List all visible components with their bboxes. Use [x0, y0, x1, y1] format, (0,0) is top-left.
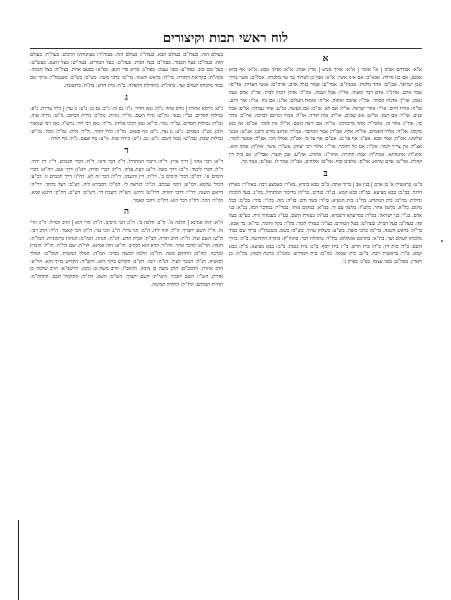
section-text-alef: א"א: אבדהם אבינו | א" אומר | א"א: אורך אנוש | ארץ אמת. א"א: אדוני אבא. א"א: אף בהא אמנם, אם כגו גדולה. אבא"ב: אם אינו אשר. א"א: אבל כן לעתיד נגד ער מלכותו. אבל"ם: אשר ברוך שכן ישראל. אבן"ם: אחד מלגות. אמנת"ם. אמר"ע: אמור בגלל אדם. ארה"ם: אנשי העדות. אד"ם: אמר אדם. אדונ"ו: אדם דבר ומצוה. אד"ו: אבל ושמה. אה"ל: אהרן הכהן לבית. אד"ו: אדם ועמו נאמן. אד"ן: אדנות ונסתר. אה"ו: אהבה ואחוה. או"ה: אומות העולם. או"ג: אם גוף. או"ז: אור זרוע. או"ח: אורח חיים. או"י: אחר ישראל. או"ל: אם לא. או"מ: אם מעשה. או"ע: אחר עבודה. או"פ: אבל פנים. או"ר: אם רצון. או"ש: אש שמים. או"ת: אות תורה. אז"ל: אמרו זכרונם לברכה. אח"כ: אחר כך. אח"ז: אחר זה. אחמ"ר: אחד מרבותינו. אי"ה: אם ירצה השם. אי"ל: אין לומר. אכ"ם: אין כאן מקומו. אל"ה: אלהי השמים. אל"ף: אלף. אמ"ה: אמר המחבר. אמ"ר: אדוננו מורנו ורבנו. אנ"ש: אנשי שלומנו. אס"ה: אמר סבא. אע"ג: אף על גב. אע"פ: אף על פי. אפ"ה: אפילו הכי. אפ"ל: אפשר לומר. אצ"ל: אין צריך לומר. אק"ו: אם קל וחומר. אר"י: אלהי רבי יצחק. אש"ר: אשר. את"ה: אתה הוא. אתנ"ה: אתנחתא. אמת"ה: אמת התורה. אתר"ג: אתרוג. אה"ע: אבן העזר. אבד"ק: אב בית דין קהלת. אד"ש: אדם שהוא. אל"ס: אלפים סוף. אל"ם: אלוהים. אמ"ל: אמר לו. אמ"ם: אמר מר.	[229, 67, 422, 166]
section-text-bet-continued: בעולם הזה. בעוה"ב: בעולם הבא. בעוה"ז: בעולם הזה. בעוה"ר: בעוונותינו הרבים. בעה"ח: בעולם הזה. בעה"כ: בעל הכבוד. בעה"ב: בעל הבית. בעה"ט: בעל הטורים. בעה"ש: בעל השם. בעש"ט: בעל שם טוב. בפה"ע: בפני עצמו. בפה"ג: בורא פרי הגפן. בפ"א: בפעם אחת. בצל"ח: בצל חכמה. בקה"ת: בקריאת התורה. בר"ה: בראש השנה. בר"מ: ברבי משה. בש"ס: בש"ס. בשכמל"ו: ברוך שם כבוד מלכותו לעולם ועד. בתה"ת: בתחילת התפלה. ב"ח: בית חדש. בת"ה: בתשובה.	[30, 52, 223, 89]
section-letter-dalet: ד	[124, 146, 129, 157]
section-text-dalet: ד"א: דבר אחר | דרך ארץ. ד"ה: דיבור המתחיל. ד"ו: דבר ודאי. ד"ח: דברי חכמים. ד"י: דין יחיד. ד"ל: דברי לימוד. ד"מ: דרך משל. ד"ע: דעת עליון. ד"ת: דברי תורה. דא"ג: דרך אגב. דה"א: דברי הימים א'. דה"ב: דברי הימים ב'. דו"ח: דין וחשבון. דז"ל: דבר זה לא. דח"ז: דרך חכמים זו. דכ"ע: דכולי עלמא. דמ"ש: דמה שכתב. דנ"ל: דנראה לי. דס"ל: דסבירא ליה. דע"כ: דעל כרחך. דר"ה: דראש השנה. דר"י: דרבי יהודה. דרו"ש: דרוש. דש"ד: דשבת דר. דש"ס: דש"ס. דת"ק: דתנא קמא. דמ"ר: דמר. דה"ו: דבר הוא. דה"ק: דהכי קאמר.	[30, 159, 223, 204]
section-letter-alef: א	[322, 54, 329, 64]
section-letter-gimel: ג	[125, 92, 128, 103]
scan-speck	[441, 240, 443, 242]
page-title: לוח ראשי תבות וקיצורים	[162, 31, 289, 46]
right-column	[229, 52, 422, 267]
section-text-gimel: ג"א: גירסא אחרת | גורס אחד. ג"ה: גאון הדור. ג"ז: גם זה. ג"כ: גם כן. ג"ע: גן עדן | גילוי עריות. ג"פ: גמילות חסדים. גב"י: גבאי. גה"ש: גדול השם. גוו"ר: גוויות. גזה"כ: גזירת הכתוב. גז"ש: גזירה שוה. גמ"ח: גמילות חסדים. גמ"ר: גמר. גר"א: גאון רבינו אליהו. גר"ד: גאון רבי דוד. גרש"ז: גאון רבי שניאור זלמן. גש"ן: גשמים. ג"ע: גן עדן. ג"פ: גוף פשוט. גה"ה: גדול הדור. גל"ד: גלות. גמ"ל: גומל. גמ"ש: גמילות שבת. גבה"ש: גבאי השם. ג"ט: גט. ג"ש: גזירה שוה. גו"ע: גוף ועצם. ג"ת: גוף תורה.	[30, 105, 223, 143]
section-letter-he: ה	[123, 207, 130, 218]
section-text-he: ה"א: הוה אמינא | הלכה א'. ה"ב: הלכה ב'. ה"ג: הכי גרסינן. ה"ה: הרי הוא | הרב הגדול. ה"ז: הרי זה. ה"י: השם יתברך. ה"ל: הוה ליה. ה"מ: הני מילי. ה"נ: הכי נמי. ה"ק: הכי קאמר. ה"ר: הרב רבי. ה"ש: השם שלו. ה"ת: הרב תורה. הב"ח: הבית חדש. הג"ה: הגהה. הגה"מ: הגהות מיימוניות. הגה"ה: הגהה. הד"א: הדבר אחר. הה"ד: הדא הוא דכתיב. הו"א: הוה אמינא. הוי"ה: שם הוי"ה. הז"ל: הזכרון לברכה. הח"מ: החתום מטה. הל"מ: הלכה למשה מסיני. המ"ה: המלך המשיח. המל"מ: המלך המשיח. הנ"ל: הנזכר לעיל. הנ"ה: הנה. הק"ב: הקדוש ברוך הוא. הקב"ה: הקדוש ברוך הוא. הר"א: הרב אחרון. הרמב"ם: הרב משה בן מימון. הרמב"ן: הרב משה בן נחמן. הרשב"א: הרב שלמה בן אדרת. הש"י: השם יתברך. השי"ת: השם יתברך. הש"ס: השס. הת"ח: התלמיד חכם. התחה"מ: תחיית המתים. הת"ת: התורה תמימה.	[30, 220, 223, 288]
section-text-bet: ב"א: בראשית א' בן אדם | בנין אב | ברוך אתה. ב"ב: בבא בתרא. בא"ר: באמצע רבה. באה"ר: בארת הרגל. בב"מ: בבא מציעא. בב"ק: בבא קמא. בג"ד: בגדים. בד"ה: בדיבור המתחיל. בה"ג: בעל הלכות גדולות. בה"מ: בית המקדש. בה"נ: בית הנשיא. בו"ד: בשר ודם. בז"ה: בזה. בח"י: בחיי. בכ"מ: בכל מקום. בל"א: בלשון אחר. בלע"ז: בלשון עם זר. במ"א: במקום אחר. במד"ר: במדבר רבה. בנ"א: בני אדם. בנ"י: בני ישראל. בס"ד: בסייעתא דשמיא. בע"ה: בעזרת השם. בע"ז: בעבודה זרה. בע"פ: בעל פה. בעה"ב: בעל הבית. בעה"ט: בעל הטורים. בצ"ל: בצורך לומר. בק"ו: בקל וחומר. בר"א: בר אבא. בר"ה: בראש השנה. בר"מ: ברבי משה. בש"ע: בשלחן ערוך. בש"ס: בשס. בשכמל"ו: ברוך שם כבוד מלכותו לעולם ועד. בת"א: בתרגום אונקלוס. בת"ד: בתחלת דבר. בתוה"ק: בתורה הקדושה. ב"ה: ברוך השם. ב"ד: בית דין. ב"ח: בית חדש. ב"י: בית יוסף. ב"כ: בית כנסת. ב"מ: בבא מציעא. ב"ק: בבא קמא. ב"ר: בראשית רבה. ב"ש: בית שמאי. בה"מ: בית המדרש. בהמ"ז: ברכת המזון. בה"ה: בן הארץ. בפה"ע: בפני עצמו. בפ"ג: בפרק ג'.	[229, 182, 422, 266]
title-divider	[30, 48, 422, 49]
margin-line	[18, 520, 19, 600]
left-column	[30, 52, 223, 290]
section-letter-bet: ב	[323, 169, 328, 180]
